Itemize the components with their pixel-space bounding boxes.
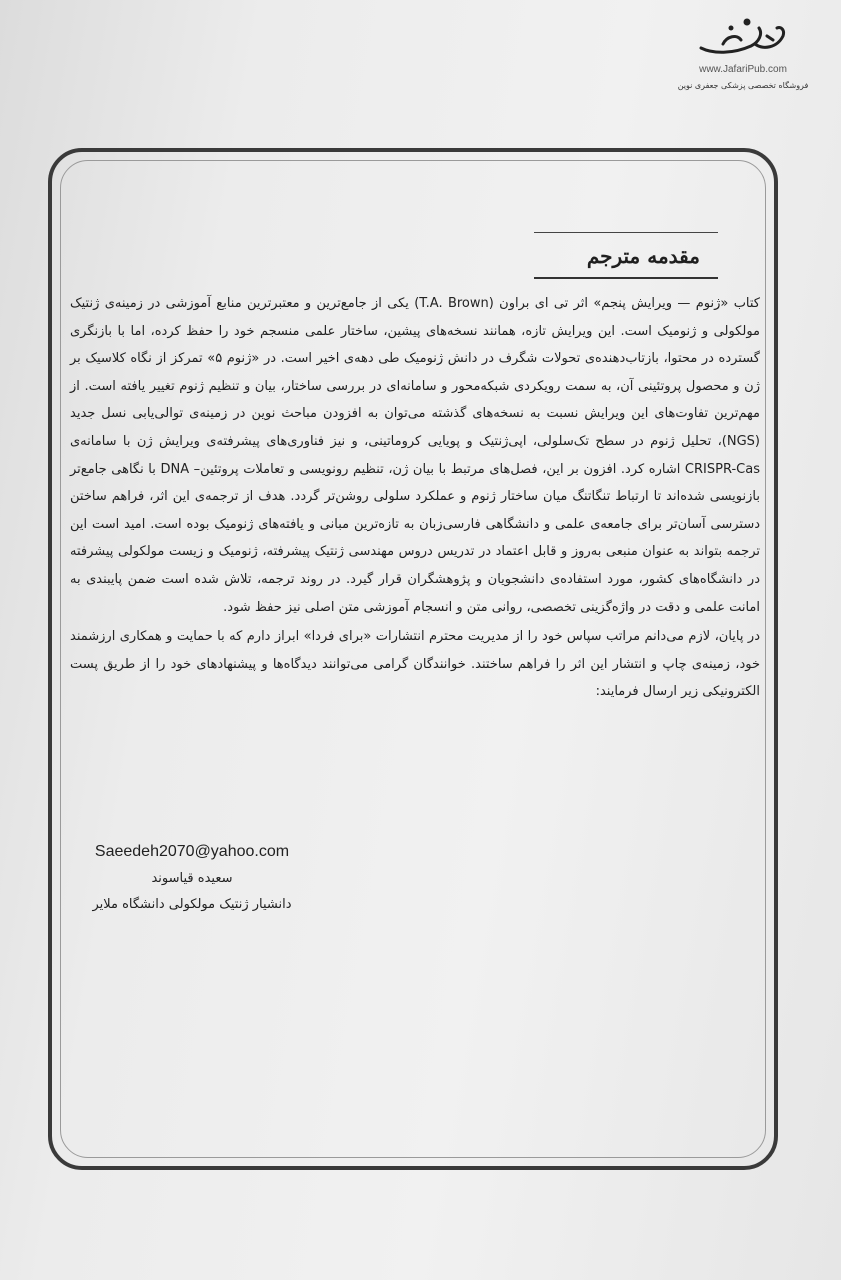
publisher-logo: [673, 14, 813, 104]
heading-block: [534, 232, 718, 279]
logo-tagline: فروشگاه تخصصی پزشکی جعفری نوین: [677, 81, 809, 90]
content-frame: [48, 148, 778, 1170]
signature-block: [82, 838, 302, 918]
heading-rule-bottom: [534, 277, 718, 279]
jafari-logo-icon: [693, 14, 793, 62]
author-email: Saeedeh2070@yahoo.com: [94, 843, 290, 860]
author-title: دانشیار ژنتیک مولکولی دانشگاه ملایر: [92, 897, 292, 912]
paragraph-intro: کتاب «ژنوم — ویرایش پنجم» اثر تی ای براون (T.A. Brown) یکی از جامع‌ترین و معتبرترین منابع آموزشی در زمینه‌ی ژنتیک مولکولی و ژنومیک است. این ویرایش تازه، همانند نسخه‌های پیشین، ساختار علمی منسجم خود را حفظ کرده، اما با بازنگری گسترده در محتوا، بازتاب‌دهنده‌ی تحولات شگرف در دانش ژنومیک طی دهه‌ی اخیر است. در «ژنوم ۵» تمرکز از نگاه کلاسیک بر ژن و محصول پروتئینی آن، به سمت رویکردی شبکه‌محور و سامانه‌ای در بررسی ساختار، بیان و تنظیم ژنوم تغییر یافته است. از مهم‌ترین تفاوت‌های این ویرایش نسبت به نسخه‌های گذشته می‌توان به افزودن مباحث نوین در زمینه‌ی توالی‌یابی نسل جدید (NGS)، تحلیل ژنوم در سطح تک‌سلولی، اپی‌ژنتیک و پویایی کروماتینی، و نیز فناوری‌های پیشرفته‌ی ویرایش ژن با سامانه‌ی CRISPR-Cas اشاره کرد. افزون بر این، فصل‌های مرتبط با بیان ژن، تنظیم رونویسی و تعاملات پروتئین– DNA با نگاهی جامع‌تر بازنویسی شده‌اند تا ارتباط تنگاتنگ میان ساختار ژنوم و عملکرد سلولی روشن‌تر گردد. هدف از ترجمه‌ی این اثر، فراهم ساختن دسترسی آسان‌تر برای جامعه‌ی علمی و دانشگاهی فارسی‌زبان به تازه‌ترین مبانی و یافته‌های ژنومیک بوده است. امید است این ترجمه بتواند به عنوان منبعی به‌روز و قابل اعتماد در تدریس دروس مهندسی ژنتیک پیشرفته، ژنومیک و زیست مولکولی پیشرفته در دانشگاه‌های کشور، مورد استفاده‌ی دانشجویان و پژوهشگران قرار گیرد. در روند ترجمه، تلاش شده است ضمن پایبندی به امانت علمی و دقت در واژه‌گزینی تخصصی، روانی متن و انسجام آموزشی متن اصلی نیز حفظ شود.: [70, 296, 760, 615]
author-name: سعیده قیاسوند: [151, 871, 233, 886]
heading-rule-top: [534, 232, 718, 233]
logo-url: www.JafariPub.com: [699, 64, 787, 75]
body-text: [70, 290, 760, 706]
page-title: مقدمه مترجم: [586, 244, 700, 268]
paragraph-closing: در پایان، لازم می‌دانم مراتب سپاس خود را از مدیریت محترم انتشارات «برای فردا» ابراز دارم که با حمایت و همکاری ارزشمند خود، زمینه‌ی چاپ و انتشار این اثر را فراهم ساختند. خوانندگان گرامی می‌توانند دیدگاه‌ها و پیشنهادهای خود را از طریق پست الکترونیکی زیر ارسال فرمایند:: [70, 629, 760, 700]
